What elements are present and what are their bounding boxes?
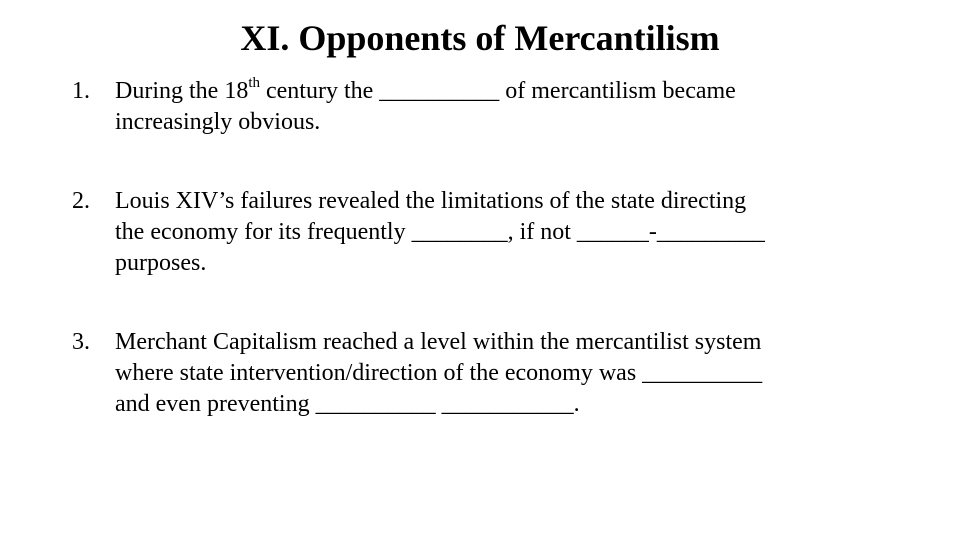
item-number: 1. <box>72 78 90 104</box>
item-text-line: increasingly obvious. <box>115 109 321 135</box>
list-item-1 <box>72 76 932 138</box>
item-text-line: Merchant Capitalism reached a level within the mercantilist system <box>115 329 762 355</box>
ordinal-superscript: th <box>248 75 260 91</box>
item-text-line: Louis XIV’s failures revealed the limitations of the state directing <box>115 188 747 214</box>
list-item-3 <box>72 327 932 420</box>
item-text-line: and even preventing __________ ___________. <box>115 391 580 417</box>
item-number: 3. <box>72 329 90 355</box>
item-number: 2. <box>72 188 90 214</box>
item-text: During the 18 <box>115 78 249 104</box>
numbered-list <box>72 76 932 468</box>
item-text-line <box>115 76 932 107</box>
list-item-2 <box>72 186 932 279</box>
item-text-line: purposes. <box>115 250 207 276</box>
slide-title: XI. Opponents of Mercantilism <box>240 18 720 58</box>
item-text-line: the economy for its frequently ________, if not ______-_________ <box>115 219 765 245</box>
item-text-line: where state intervention/direction of the economy was __________ <box>115 360 763 386</box>
item-text: century the __________ of mercantilism became <box>259 78 736 104</box>
